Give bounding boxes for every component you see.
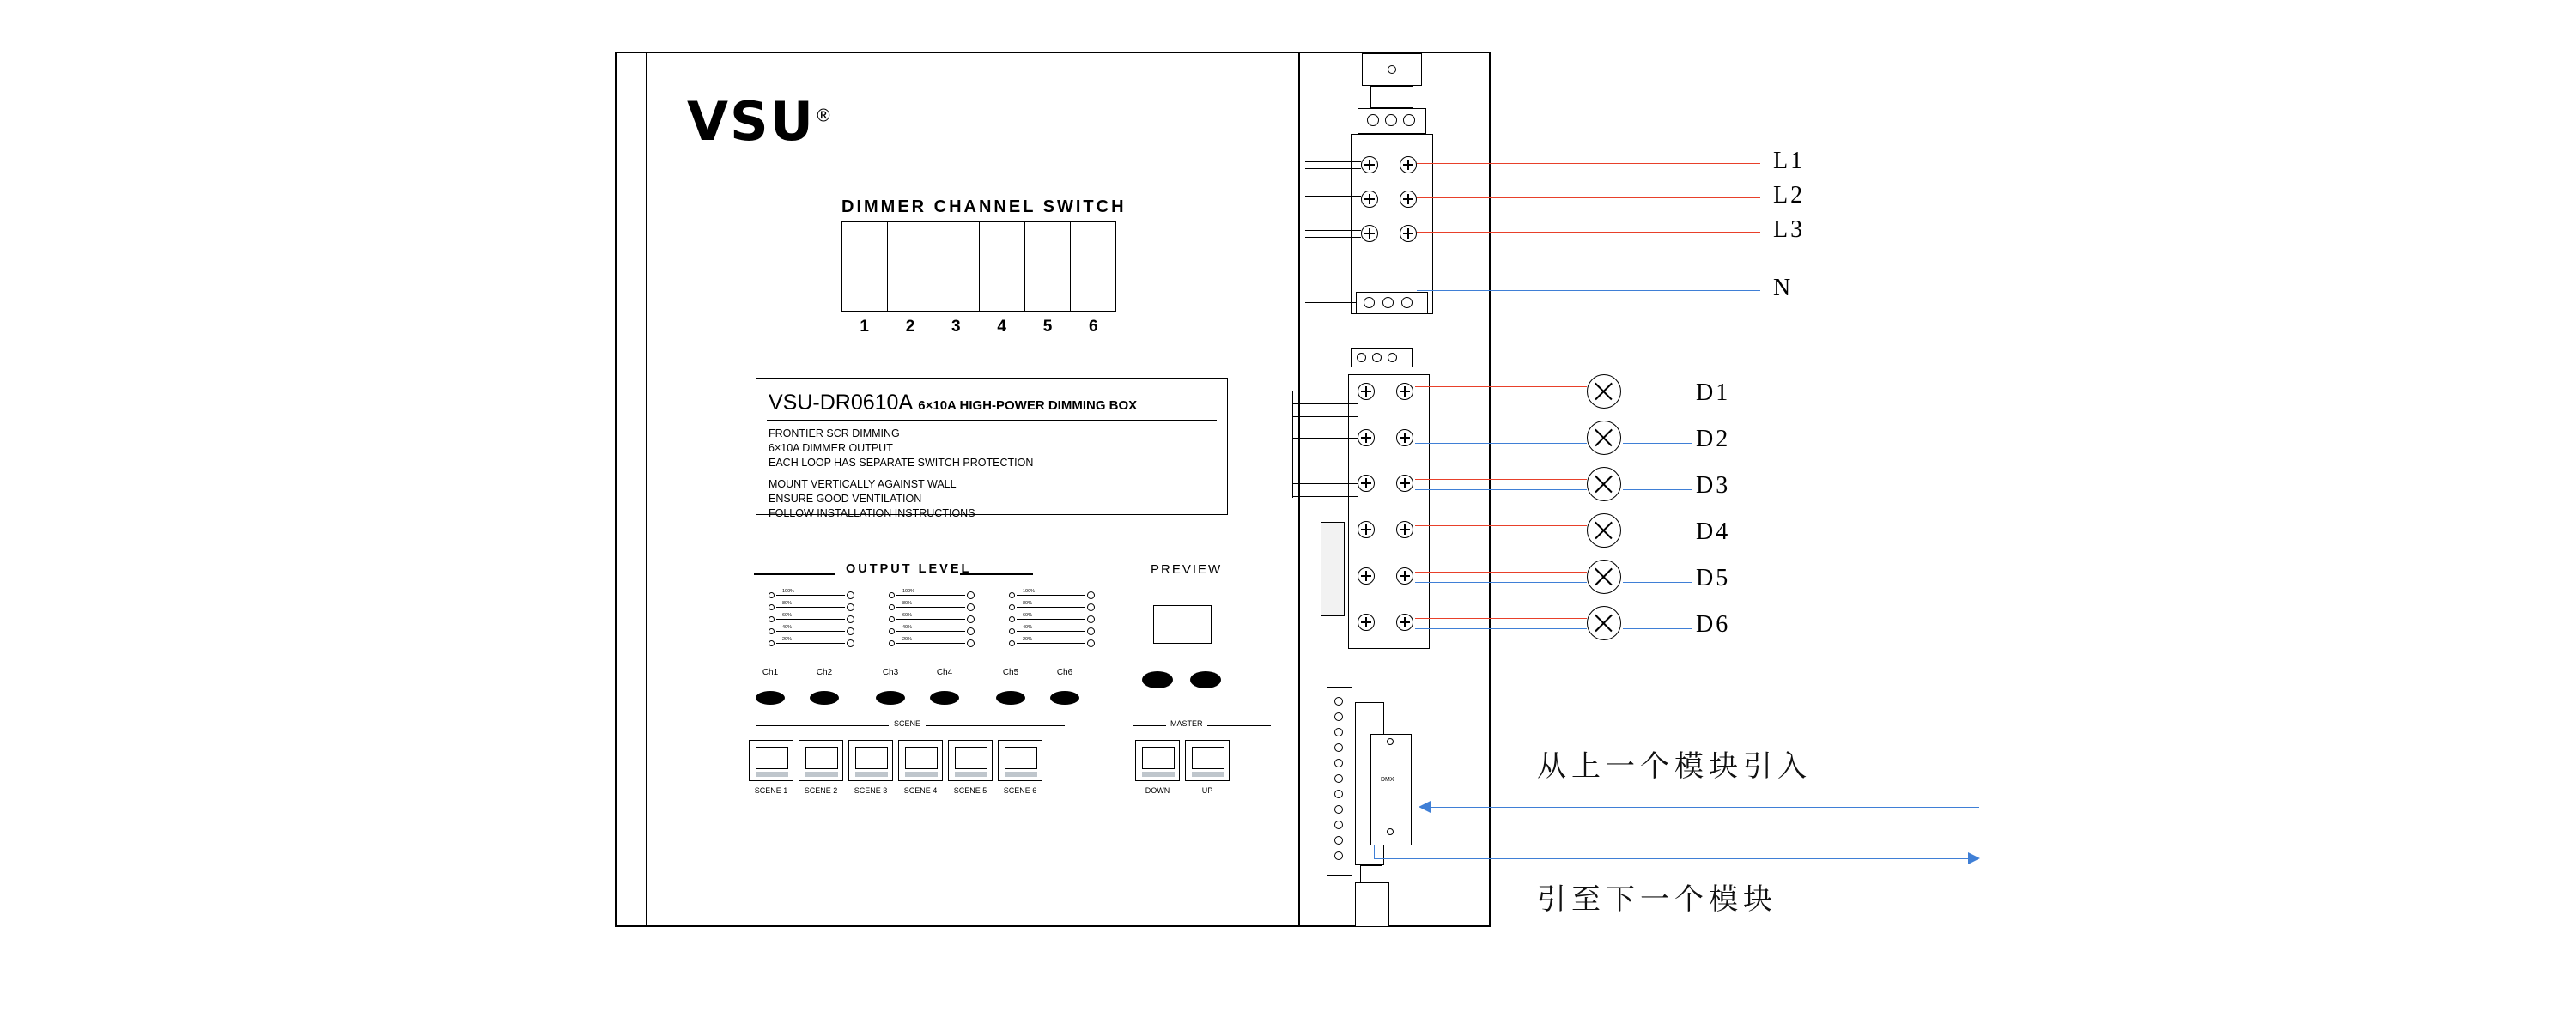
output-label-d5: D5 <box>1696 565 1731 591</box>
model-number: VSU-DR0610A <box>769 391 914 415</box>
led-left-dot <box>889 592 895 598</box>
internal-output-wire <box>1292 416 1358 417</box>
scene-button-pad <box>955 772 987 777</box>
dmx-in-caption: 从上一个模块引入 <box>1537 749 1812 784</box>
dmx-pin <box>1387 738 1394 745</box>
channel-number: 4 <box>997 318 1006 336</box>
led-row <box>769 637 854 649</box>
led-scale-label: 60% <box>782 613 793 618</box>
dimmer-channel-switch-numbers <box>841 318 1116 336</box>
power-label-n: N <box>1773 275 1794 301</box>
output-header-hole <box>1388 353 1397 362</box>
led-right-dot <box>1087 639 1095 647</box>
led-row <box>1009 601 1095 613</box>
scene-label-4: SCENE 4 <box>903 786 938 795</box>
scene-button-6[interactable] <box>998 740 1042 781</box>
breaker-slot[interactable] <box>842 222 888 311</box>
channel-fader-ch3[interactable] <box>876 691 905 705</box>
led-meter-group-3 <box>1009 589 1095 649</box>
spec-list <box>769 427 1033 470</box>
output-screw-d6-a <box>1358 614 1375 631</box>
dimmer-output-terminal-block <box>1348 374 1430 649</box>
wire-l3 <box>1417 232 1760 233</box>
scene-button-5[interactable] <box>948 740 993 781</box>
spec-item: 6×10A DIMMER OUTPUT <box>769 441 893 454</box>
wire-d6-live <box>1415 618 1587 619</box>
master-down-label: DOWN <box>1145 786 1170 795</box>
wire-d3-live <box>1415 479 1587 480</box>
vent-hole <box>1334 728 1343 736</box>
output-label-d3: D3 <box>1696 472 1731 499</box>
wire-d3-neutral <box>1415 489 1587 490</box>
channel-label-ch1: Ch1 <box>762 668 779 677</box>
led-dash <box>776 643 845 644</box>
led-dash <box>1017 595 1085 596</box>
dmx-out-caption: 引至下一个模块 <box>1537 882 1777 917</box>
output-header-hole <box>1372 353 1382 362</box>
output-level-title: OUTPUT LEVEL <box>846 562 972 576</box>
channel-number: 3 <box>951 318 961 336</box>
breaker-slot[interactable] <box>1071 222 1115 311</box>
output-header-hole <box>1357 353 1366 362</box>
bottom-gland-collar <box>1360 865 1382 882</box>
led-meter-group-1 <box>769 589 854 649</box>
led-scale-label: 40% <box>1023 625 1033 630</box>
output-level-rule-left <box>754 573 835 575</box>
power-label-l1: L1 <box>1773 148 1806 174</box>
led-right-dot <box>967 627 975 635</box>
power-screw-l2-a <box>1361 191 1378 208</box>
led-right-dot <box>967 615 975 623</box>
led-dash <box>896 631 965 632</box>
internal-wire <box>1305 237 1361 238</box>
master-up-label: UP <box>1201 786 1213 795</box>
internal-wire <box>1305 161 1361 162</box>
breaker-slot[interactable] <box>888 222 933 311</box>
neutral-hole <box>1364 297 1375 308</box>
internal-wire <box>1305 168 1361 169</box>
scene-button-1[interactable] <box>749 740 793 781</box>
led-scale-label: 80% <box>1023 601 1033 606</box>
preview-title: PREVIEW <box>1151 562 1223 577</box>
scene-button-pad <box>855 772 888 777</box>
led-left-dot <box>769 628 775 634</box>
channel-label-ch5: Ch5 <box>1002 668 1019 677</box>
enclosure-left-mounting-strip <box>615 52 647 927</box>
led-scale-label: 20% <box>1023 637 1033 642</box>
gland-hole <box>1388 65 1396 74</box>
lamp-icon-d3 <box>1587 467 1621 501</box>
breaker-slot[interactable] <box>1025 222 1071 311</box>
channel-fader-ch2[interactable] <box>810 691 839 705</box>
neutral-hole <box>1401 297 1413 308</box>
led-scale-label: 40% <box>902 625 913 630</box>
led-dash <box>1017 643 1085 644</box>
master-up-button[interactable] <box>1185 740 1230 781</box>
channel-label-ch6: Ch6 <box>1056 668 1073 677</box>
wire-d5-neutral <box>1415 582 1587 583</box>
power-label-l2: L2 <box>1773 182 1806 209</box>
led-scale-label: 80% <box>782 601 793 606</box>
brand-logo <box>687 90 834 153</box>
internal-output-wire <box>1292 496 1358 497</box>
led-right-dot <box>847 627 854 635</box>
master-down-button[interactable] <box>1135 740 1180 781</box>
led-row <box>889 613 975 625</box>
output-level-rule-right <box>960 573 1033 575</box>
scene-button-face <box>756 747 788 769</box>
bottom-cable-gland <box>1355 882 1389 927</box>
led-right-dot <box>1087 603 1095 611</box>
led-row <box>1009 589 1095 601</box>
output-screw-d4-b <box>1396 521 1413 538</box>
output-screw-d1-a <box>1358 383 1375 400</box>
wire-n <box>1417 290 1760 291</box>
led-dash <box>896 607 965 608</box>
output-connector-shroud <box>1321 522 1345 616</box>
led-row <box>889 589 975 601</box>
terminal-hole <box>1385 114 1397 126</box>
terminal-hole <box>1367 114 1379 126</box>
channel-number: 2 <box>905 318 915 336</box>
lamp-icon-d1 <box>1587 374 1621 409</box>
wire-d4-live <box>1415 525 1587 526</box>
led-left-dot <box>889 640 895 646</box>
output-screw-d3-b <box>1396 475 1413 492</box>
led-scale-label: 60% <box>902 613 913 618</box>
led-left-dot <box>1009 640 1015 646</box>
led-left-dot <box>889 604 895 610</box>
arrow-right-icon <box>1968 852 1980 864</box>
scene-label-1: SCENE 1 <box>754 786 788 795</box>
internal-wire <box>1305 230 1361 231</box>
led-left-dot <box>769 604 775 610</box>
output-screw-d3-a <box>1358 475 1375 492</box>
neutral-hole <box>1382 297 1394 308</box>
led-dash <box>896 595 965 596</box>
registered-mark: ® <box>814 105 834 126</box>
output-screw-d2-a <box>1358 429 1375 446</box>
channel-fader-ch4[interactable] <box>930 691 959 705</box>
scene-button-face <box>855 747 888 769</box>
internal-output-wire <box>1292 438 1358 439</box>
led-dash <box>776 619 845 620</box>
dmx-out-drop <box>1374 845 1375 859</box>
led-dash <box>776 607 845 608</box>
led-dash <box>1017 607 1085 608</box>
dimmer-channel-switch-bank[interactable] <box>841 221 1116 312</box>
output-label-d4: D4 <box>1696 518 1731 545</box>
spec-item: EACH LOOP HAS SEPARATE SWITCH PROTECTION <box>769 456 1034 469</box>
vent-hole <box>1334 851 1343 860</box>
led-left-dot <box>769 640 775 646</box>
led-dash <box>896 643 965 644</box>
scene-group-label: SCENE <box>889 719 926 728</box>
vent-hole <box>1334 759 1343 767</box>
channel-label-ch4: Ch4 <box>936 668 953 677</box>
install-note: ENSURE GOOD VENTILATION <box>769 492 922 505</box>
terminal-hole <box>1403 114 1415 126</box>
gland-collar <box>1370 86 1413 108</box>
channel-number: 6 <box>1089 318 1098 336</box>
model-nameplate <box>756 378 1228 519</box>
brand-logo-text: VSU <box>687 90 815 153</box>
output-screw-d6-b <box>1396 614 1413 631</box>
led-row <box>889 625 975 637</box>
vent-hole <box>1334 743 1343 752</box>
scene-button-face <box>1005 747 1037 769</box>
led-row <box>889 637 975 649</box>
power-label-l3: L3 <box>1773 216 1806 243</box>
preview-display <box>1153 605 1212 644</box>
wire-d2-out <box>1623 443 1692 444</box>
led-right-dot <box>1087 591 1095 599</box>
scene-button-face <box>955 747 987 769</box>
vent-hole <box>1334 821 1343 829</box>
led-row <box>769 589 854 601</box>
wire-d6-out <box>1623 628 1692 629</box>
led-right-dot <box>967 603 975 611</box>
vent-hole <box>1334 697 1343 706</box>
led-right-dot <box>967 639 975 647</box>
vent-hole <box>1334 774 1343 783</box>
channel-fader-ch5[interactable] <box>996 691 1025 705</box>
scene-button-pad <box>1005 772 1037 777</box>
power-screw-l1-b <box>1400 156 1417 173</box>
led-row <box>1009 625 1095 637</box>
model-description: 6×10A HIGH-POWER DIMMING BOX <box>918 398 1138 413</box>
wire-d5-out <box>1623 582 1692 583</box>
breaker-slot[interactable] <box>933 222 979 311</box>
wire-l2 <box>1417 197 1760 198</box>
output-label-d1: D1 <box>1696 379 1731 406</box>
master-button-face <box>1142 747 1175 769</box>
led-dash <box>1017 631 1085 632</box>
internal-output-wire <box>1292 403 1358 404</box>
output-screw-d1-b <box>1396 383 1413 400</box>
led-dash <box>1017 619 1085 620</box>
channel-number: 1 <box>860 318 869 336</box>
output-label-d6: D6 <box>1696 611 1731 638</box>
scene-button-pad <box>805 772 838 777</box>
led-scale-label: 40% <box>782 625 793 630</box>
internal-harness-spine <box>1292 391 1293 498</box>
channel-label-ch3: Ch3 <box>882 668 899 677</box>
led-dash <box>896 619 965 620</box>
channel-label-ch2: Ch2 <box>816 668 833 677</box>
led-scale-label: 100% <box>1023 589 1036 594</box>
channel-fader-ch6[interactable] <box>1050 691 1079 705</box>
scene-button-face <box>905 747 938 769</box>
internal-output-wire <box>1292 483 1358 484</box>
led-right-dot <box>847 591 854 599</box>
scene-label-2: SCENE 2 <box>804 786 838 795</box>
output-screw-d2-b <box>1396 429 1413 446</box>
channel-fader-ch1[interactable] <box>756 691 785 705</box>
nameplate-divider <box>767 420 1217 421</box>
breaker-slot[interactable] <box>980 222 1025 311</box>
arrow-left-icon <box>1419 801 1431 813</box>
led-row <box>769 601 854 613</box>
output-label-d2: D2 <box>1696 426 1731 452</box>
led-row <box>889 601 975 613</box>
led-scale-label: 20% <box>782 637 793 642</box>
led-right-dot <box>1087 627 1095 635</box>
led-left-dot <box>889 616 895 622</box>
led-scale-label: 100% <box>902 589 915 594</box>
wire-l1 <box>1417 163 1760 164</box>
led-left-dot <box>769 592 775 598</box>
output-screw-d4-a <box>1358 521 1375 538</box>
led-dash <box>776 595 845 596</box>
wire-d1-live <box>1415 386 1587 387</box>
lamp-icon-d2 <box>1587 421 1621 455</box>
scene-button-3[interactable] <box>848 740 893 781</box>
output-screw-d5-b <box>1396 567 1413 585</box>
vent-hole <box>1334 790 1343 798</box>
dmx-pin <box>1387 828 1394 835</box>
install-note: FOLLOW INSTALLATION INSTRUCTIONS <box>769 506 975 519</box>
master-up-knob[interactable] <box>1190 671 1221 688</box>
dmx-out-link <box>1374 858 1975 859</box>
vent-hole <box>1334 712 1343 721</box>
led-left-dot <box>769 616 775 622</box>
scene-button-2[interactable] <box>799 740 843 781</box>
led-row <box>769 625 854 637</box>
master-button-pad <box>1192 772 1224 777</box>
led-left-dot <box>1009 604 1015 610</box>
power-screw-l2-b <box>1400 191 1417 208</box>
model-line <box>769 391 1137 415</box>
led-dash <box>776 631 845 632</box>
scene-button-face <box>805 747 838 769</box>
led-scale-label: 60% <box>1023 613 1033 618</box>
vent-hole <box>1334 805 1343 814</box>
scene-label-6: SCENE 6 <box>1003 786 1037 795</box>
led-right-dot <box>1087 615 1095 623</box>
wire-d5-live <box>1415 572 1587 573</box>
wire-d3-out <box>1623 489 1692 490</box>
led-right-dot <box>847 615 854 623</box>
led-right-dot <box>847 639 854 647</box>
led-right-dot <box>847 603 854 611</box>
led-left-dot <box>1009 616 1015 622</box>
master-group-label: MASTER <box>1166 719 1207 728</box>
led-left-dot <box>889 628 895 634</box>
scene-button-pad <box>756 772 788 777</box>
led-right-dot <box>967 591 975 599</box>
led-scale-label: 100% <box>782 589 795 594</box>
led-row <box>1009 637 1095 649</box>
scene-button-4[interactable] <box>898 740 943 781</box>
power-screw-l1-a <box>1361 156 1378 173</box>
dmx-in-link <box>1430 807 1979 808</box>
output-screw-d5-a <box>1358 567 1375 585</box>
install-note: MOUNT VERTICALLY AGAINST WALL <box>769 478 957 490</box>
master-button-face <box>1192 747 1224 769</box>
internal-wire <box>1305 302 1357 303</box>
master-button-pad <box>1142 772 1175 777</box>
install-note-list <box>769 477 975 521</box>
lamp-icon-d6 <box>1587 606 1621 640</box>
scene-label-5: SCENE 5 <box>953 786 987 795</box>
led-row <box>1009 613 1095 625</box>
master-down-knob[interactable] <box>1142 671 1173 688</box>
scene-button-pad <box>905 772 938 777</box>
wire-d2-neutral <box>1415 443 1587 444</box>
led-scale-label: 80% <box>902 601 913 606</box>
internal-wire <box>1305 196 1361 197</box>
scene-label-3: SCENE 3 <box>854 786 888 795</box>
led-row <box>769 613 854 625</box>
lamp-icon-d4 <box>1587 513 1621 548</box>
dmx-port-label: DMX <box>1381 777 1394 783</box>
vent-hole <box>1334 836 1343 845</box>
lamp-icon-d5 <box>1587 560 1621 594</box>
led-left-dot <box>1009 628 1015 634</box>
power-screw-l3-b <box>1400 225 1417 242</box>
led-scale-label: 20% <box>902 637 913 642</box>
wire-d6-neutral <box>1415 628 1587 629</box>
spec-item: FRONTIER SCR DIMMING <box>769 427 900 439</box>
led-meter-group-2 <box>889 589 975 649</box>
led-left-dot <box>1009 592 1015 598</box>
dimmer-channel-switch-title: DIMMER CHANNEL SWITCH <box>841 197 1127 216</box>
channel-number: 5 <box>1042 318 1053 336</box>
power-screw-l3-a <box>1361 225 1378 242</box>
